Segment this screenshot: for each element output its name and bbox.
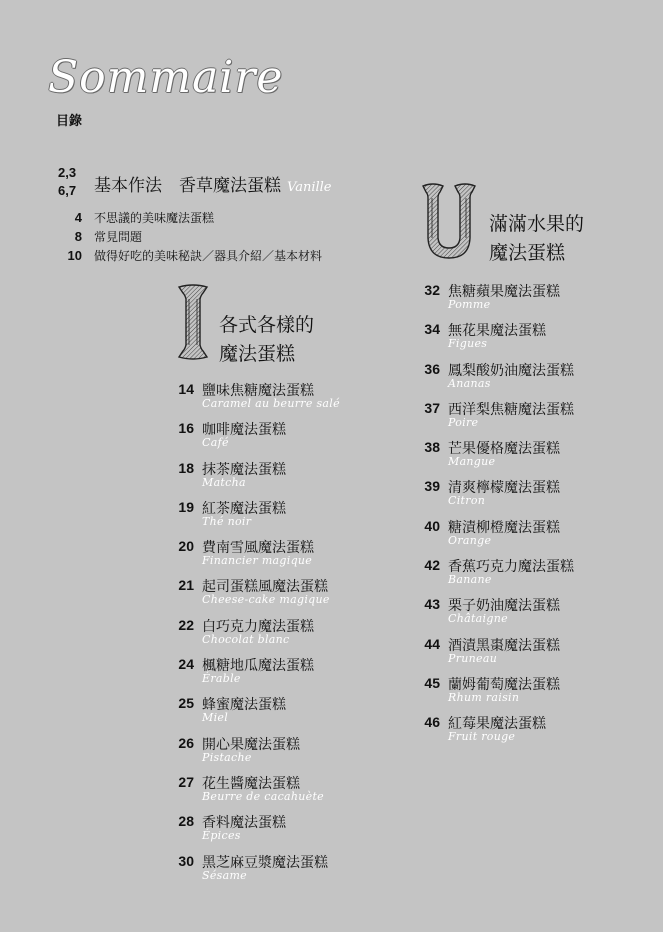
recipe-title: 香蕉巧克力魔法蛋糕: [448, 559, 574, 576]
recipe-title-fr: Mangue: [448, 455, 496, 469]
recipe-page: 25: [178, 695, 194, 712]
page-title: Sommaire: [48, 52, 284, 103]
recipe-page: 44: [424, 635, 440, 652]
recipe-title: 楓糖地瓜魔法蛋糕: [202, 658, 314, 675]
item-title: 常見問題: [94, 230, 143, 244]
recipe-page: 40: [424, 517, 440, 534]
recipe-title-fr: Rhum raisin: [448, 690, 520, 704]
list-item[interactable]: [60, 228, 322, 247]
recipe-page: 14: [178, 381, 194, 397]
recipe-title-fr: Beurre de cacahuète: [202, 789, 324, 803]
intro-pages: [58, 164, 76, 200]
recipe-title-fr: Financier magique: [202, 554, 313, 568]
ornamental-u-icon: [421, 182, 477, 260]
recipe-page: 32: [424, 282, 440, 298]
recipe-title-fr: Fruit rouge: [448, 730, 516, 744]
recipe-page: 37: [424, 399, 440, 416]
section-2-title-line1: 滿滿水果的: [489, 213, 585, 235]
recipe-title-fr: Poire: [448, 415, 479, 429]
recipe-title: 蜂蜜魔法蛋糕: [202, 697, 286, 714]
recipe-title-fr: Châtaigne: [448, 612, 508, 626]
recipe-title-fr: Café: [202, 436, 229, 450]
recipe-title-fr: Sésame: [202, 868, 247, 882]
recipe-title: 黑芝麻豆漿魔法蛋糕: [202, 854, 328, 871]
intro-title-fr: Vanille: [287, 180, 332, 195]
recipe-page: 18: [178, 459, 194, 476]
recipe-title: 香料魔法蛋糕: [202, 815, 286, 832]
recipe-title-fr: Citron: [448, 494, 486, 508]
recipe-title: 焦糖蘋果魔法蛋糕: [448, 284, 560, 300]
recipe-title-fr: Ananas: [448, 376, 491, 390]
list-item[interactable]: [60, 209, 322, 228]
recipe-page: 26: [178, 734, 194, 751]
recipe-page: 30: [178, 852, 194, 869]
recipe-title: 西洋梨焦糖魔法蛋糕: [448, 401, 574, 418]
recipe-title: 糖漬柳橙魔法蛋糕: [448, 519, 560, 536]
item-page: 4: [74, 210, 82, 225]
recipe-page: 46: [424, 714, 440, 731]
intro-page-1: 2,3: [58, 165, 77, 180]
page-subtitle: 目錄: [56, 114, 83, 129]
recipe-title-fr: Figues: [448, 337, 488, 351]
recipe-title: 鳳梨酸奶油魔法蛋糕: [448, 362, 574, 379]
recipe-title-fr: Caramel au beurre salé: [202, 397, 340, 410]
recipe-title: 蘭姆葡萄魔法蛋糕: [448, 676, 560, 693]
recipe-page: 22: [178, 616, 194, 633]
recipe-title: 紅莓果魔法蛋糕: [448, 716, 546, 733]
intro-page-2: 6,7: [58, 183, 77, 198]
item-page: 8: [74, 229, 82, 244]
recipe-page: 39: [424, 478, 440, 495]
recipe-title-fr: Pruneau: [448, 651, 498, 665]
intro-list: [60, 209, 322, 266]
recipe-title: 清爽檸檬魔法蛋糕: [448, 480, 560, 497]
recipe-title: 白巧克力魔法蛋糕: [202, 618, 314, 635]
recipe-page: 38: [424, 439, 440, 456]
recipe-title-fr: Miel: [202, 711, 229, 725]
recipe-title-fr: Pistache: [202, 750, 252, 764]
recipe-title: 花生醬魔法蛋糕: [202, 775, 300, 792]
recipe-title-fr: Orange: [448, 533, 492, 547]
section-1-title-line2: 魔法蛋糕: [219, 343, 296, 365]
recipe-title-fr: Thé noir: [202, 514, 252, 528]
recipe-title-fr: Pomme: [448, 298, 491, 311]
recipe-title-fr: Épices: [202, 829, 241, 843]
item-title: 不思議的美味魔法蛋糕: [94, 211, 215, 225]
recipe-page: 20: [178, 538, 194, 555]
recipe-page: 16: [178, 420, 194, 437]
recipe-page: 42: [424, 557, 440, 574]
recipe-title: 鹽味焦糖魔法蛋糕: [202, 383, 314, 399]
section-1-title: [219, 311, 314, 369]
recipe-page: 36: [424, 360, 440, 377]
recipe-title-fr: Cheese-cake magique: [202, 593, 330, 607]
intro-entry[interactable]: [94, 171, 331, 196]
recipe-title: 芒果優格魔法蛋糕: [448, 441, 560, 458]
recipe-page: 27: [178, 773, 194, 790]
recipe-page: 43: [424, 596, 440, 613]
recipe-title: 咖啡魔法蛋糕: [202, 422, 286, 439]
list-item[interactable]: [60, 247, 322, 266]
recipe-page: 24: [178, 656, 194, 673]
ornamental-i-icon: [176, 283, 210, 361]
recipe-title: 起司蛋糕風魔法蛋糕: [202, 579, 328, 596]
recipe-title: 栗子奶油魔法蛋糕: [448, 598, 560, 615]
recipe-title-fr: Banane: [448, 573, 492, 587]
recipe-page: 45: [424, 674, 440, 691]
intro-title: 基本作法 香草魔法蛋糕: [94, 176, 281, 196]
recipe-title: 費南雪風魔法蛋糕: [202, 540, 314, 557]
recipe-title-fr: Matcha: [202, 475, 246, 489]
recipe-title-fr: Érable: [202, 672, 241, 686]
recipe-title-fr: Chocolat blanc: [202, 632, 290, 646]
recipe-page: 21: [178, 577, 194, 594]
section-2-title-line2: 魔法蛋糕: [489, 242, 566, 264]
item-title: 做得好吃的美味秘訣／器具介紹／基本材料: [94, 249, 323, 263]
section-1-title-line1: 各式各樣的: [219, 314, 315, 336]
recipe-title: 開心果魔法蛋糕: [202, 736, 300, 753]
recipe-title: 酒漬黑棗魔法蛋糕: [448, 637, 560, 654]
item-page: 10: [67, 248, 82, 263]
recipe-page: 28: [178, 813, 194, 830]
recipe-page: 34: [424, 321, 440, 338]
recipe-title: 無花果魔法蛋糕: [448, 323, 546, 340]
recipe-title: 抹茶魔法蛋糕: [202, 461, 286, 478]
section-2-title: [489, 210, 584, 268]
recipe-page: 19: [178, 498, 194, 515]
recipe-title: 紅茶魔法蛋糕: [202, 500, 286, 517]
